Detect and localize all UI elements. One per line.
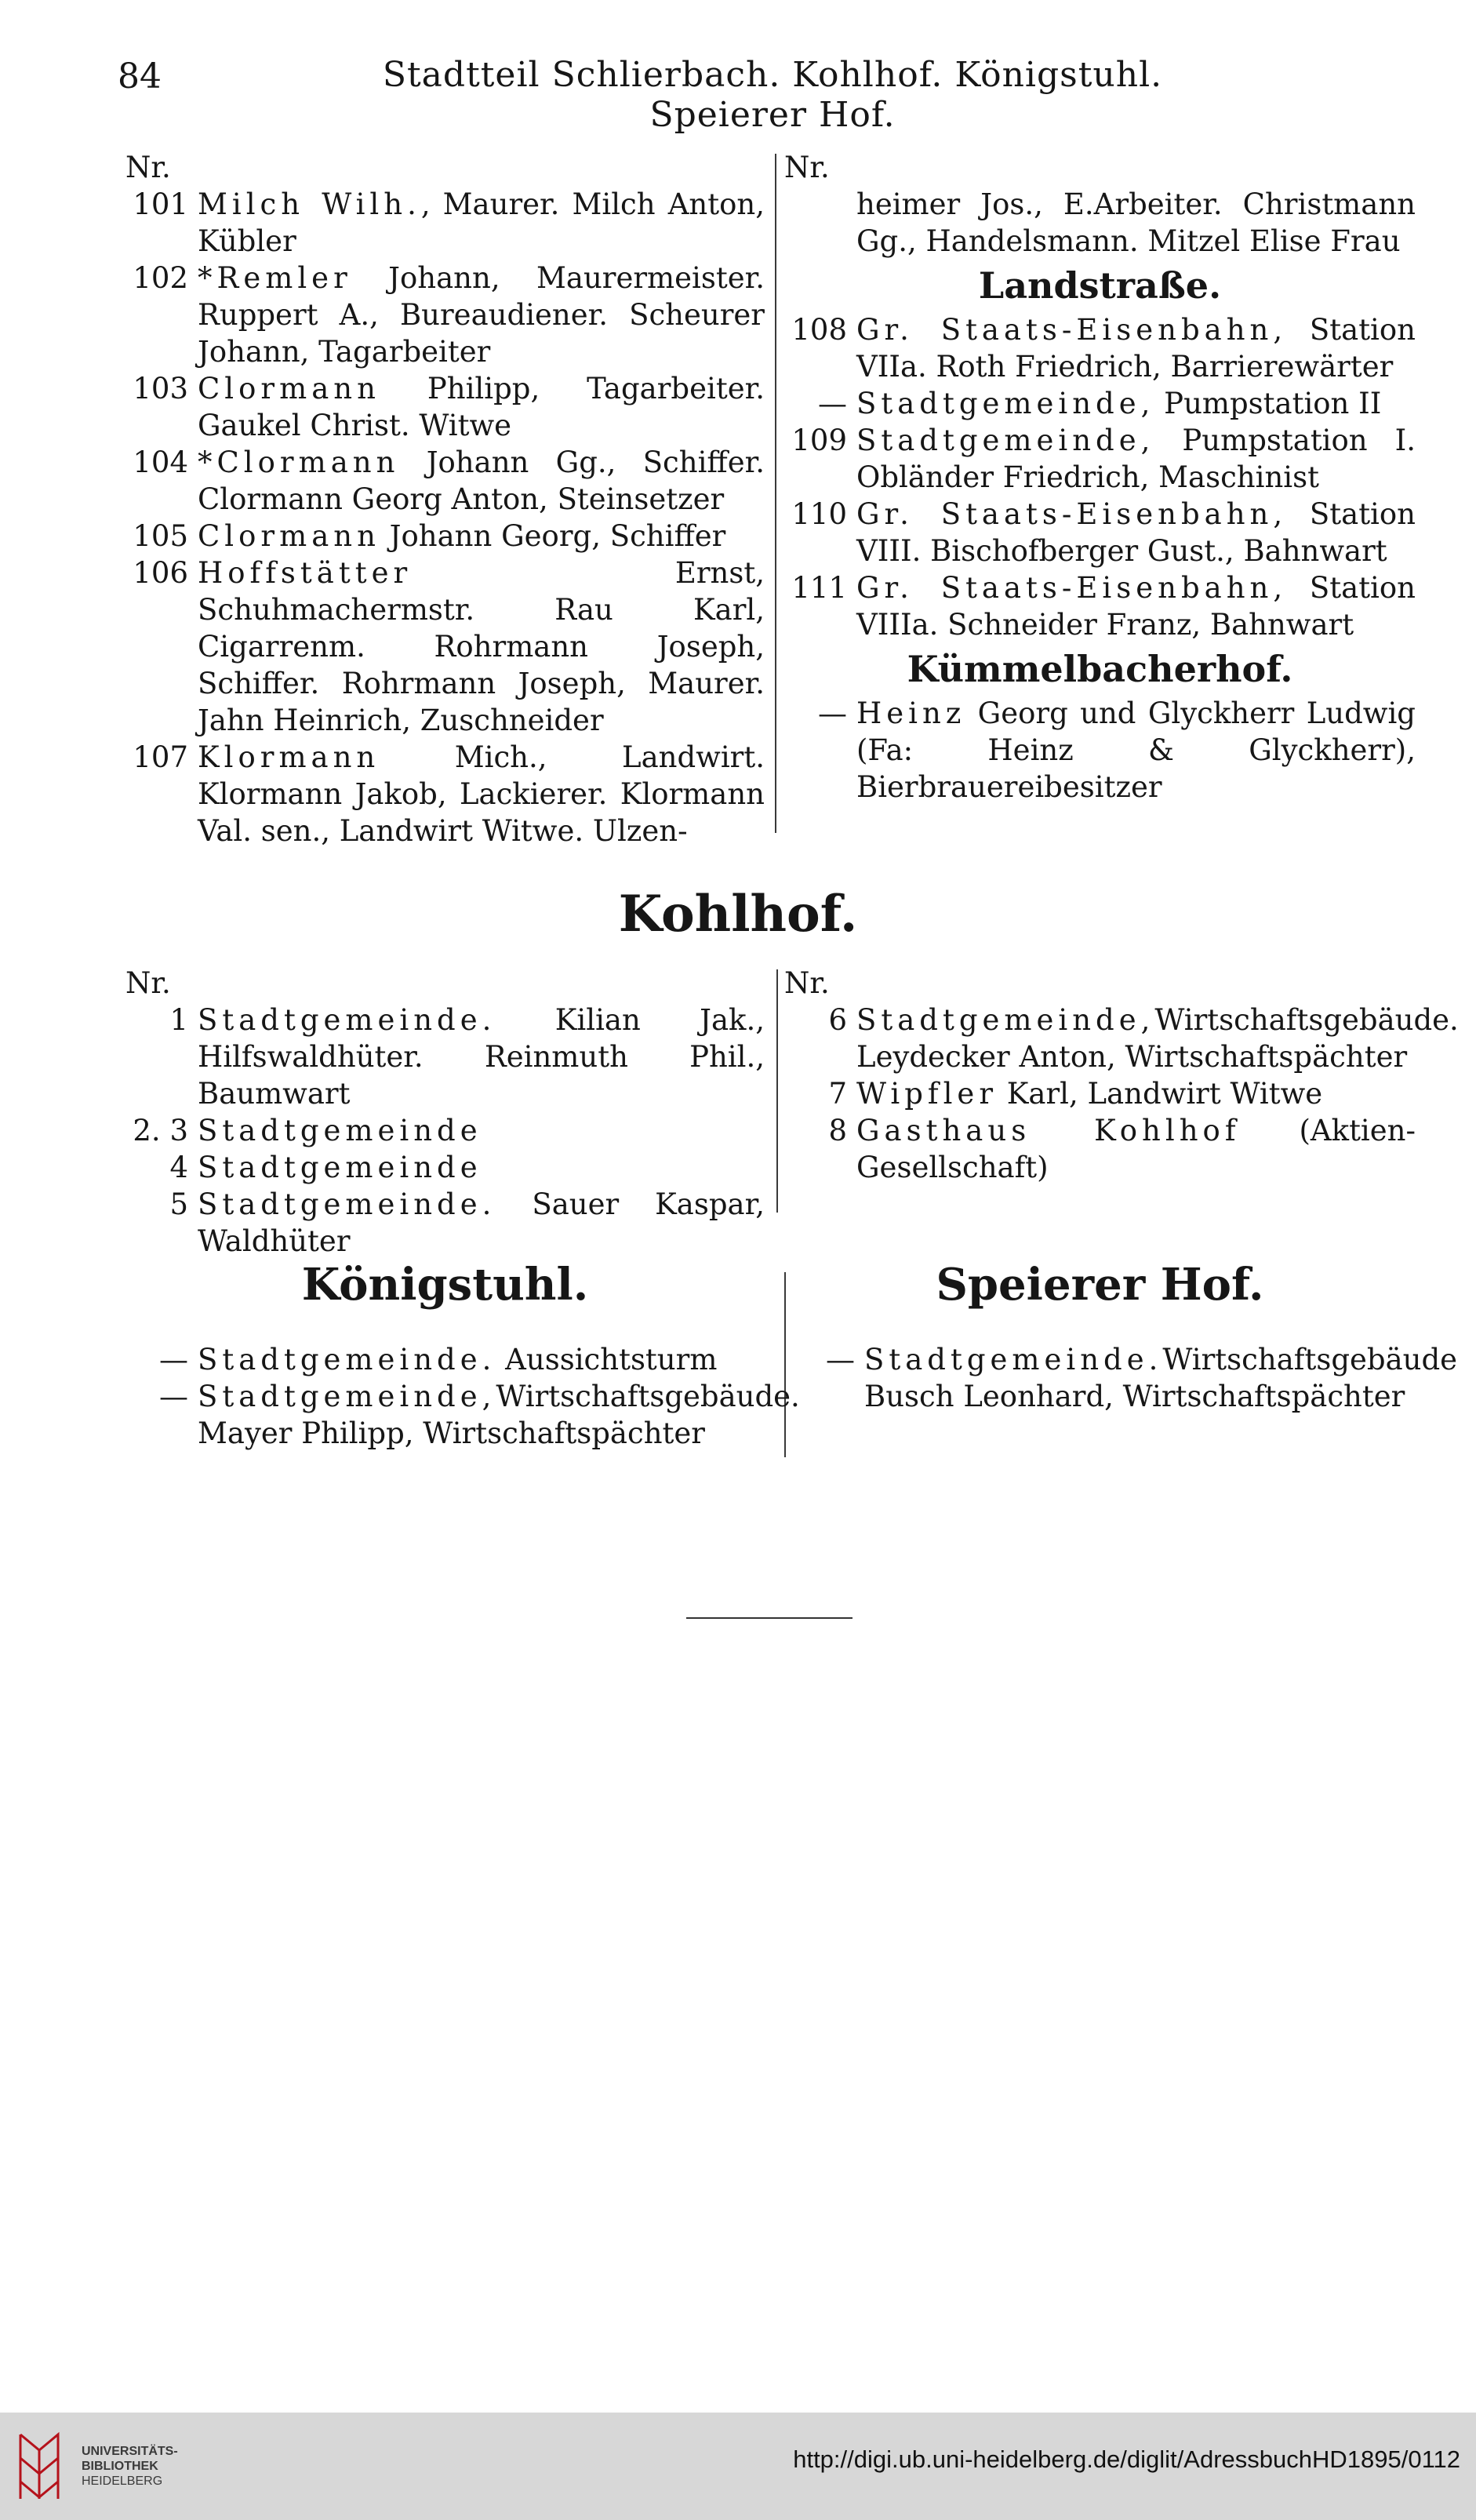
entry-text: Station VIIIa. Schneider Franz, Bahnwart xyxy=(856,571,1416,642)
kohlhof-left-column xyxy=(125,965,765,1260)
entry-text: Johann Gg., Schiffer. Clormann Georg Anton, Steinsetzer xyxy=(198,445,765,516)
house-number: 107 xyxy=(133,740,188,774)
koenigstuhl-column xyxy=(125,1341,800,1452)
house-number: 4 xyxy=(169,1151,188,1184)
entry-text: Pumpstation II xyxy=(1154,387,1382,420)
top-right-column xyxy=(784,149,1416,805)
house-number: 109 xyxy=(791,424,847,457)
entry-text: Aussichtsturm xyxy=(496,1343,718,1376)
logo-line: UNIVERSITÄTS- xyxy=(82,2445,178,2458)
continuation-entry xyxy=(784,186,1416,260)
house-number: — xyxy=(159,1343,188,1376)
entry-lead: Clormann xyxy=(198,519,380,553)
house-number: 105 xyxy=(133,519,188,553)
entry-lead: Milch Wilh. xyxy=(198,187,421,221)
list-item xyxy=(784,1112,1416,1186)
source-url-link[interactable]: http://digi.ub.uni-heidelberg.de/diglit/AdressbuchHD1895/0112 xyxy=(793,2445,1460,2473)
entry-lead: Gr. Staats-Eisenbahn, xyxy=(856,313,1288,347)
entry-lead: Gr. Staats-Eisenbahn, xyxy=(856,497,1288,531)
list-item xyxy=(784,695,1416,805)
entry-lead: Stadtgemeinde, xyxy=(198,1380,496,1413)
entry-text: Georg und Glyckherr Ludwig (Fa: Heinz & Glyckherr), Bierbrauereibesitzer xyxy=(856,696,1416,804)
entry-lead: Heinz xyxy=(856,696,966,730)
end-rule xyxy=(686,1617,853,1619)
list-item xyxy=(125,555,765,739)
entry-text: Wirtschaftsgebäude. Leydecker Anton, Wirtschaftspächter xyxy=(856,1003,1459,1074)
entry-text: (Aktien-Gesellschaft) xyxy=(856,1114,1416,1184)
list-item xyxy=(125,1149,765,1186)
library-logo-text xyxy=(82,2444,178,2489)
subheading-landstrasse: Landstraße. xyxy=(978,264,1222,307)
section-title-koenigstuhl: Königstuhl. xyxy=(301,1259,589,1311)
entry-text: Ernst, Schuhmachermstr. Rau Karl, Cigarrenm. Rohrmann Joseph, Schiffer. Rohrmann Joseph, Maurer. Jahn Heinrich, Zuschneider xyxy=(198,556,765,737)
column-divider xyxy=(776,969,778,1213)
house-number: 5 xyxy=(169,1187,188,1221)
list-item xyxy=(125,1112,765,1149)
list-item xyxy=(784,311,1416,385)
entry-lead: *Clormann xyxy=(198,445,400,479)
subheading-kuemmelbacherhof: Kümmelbacherhof. xyxy=(907,648,1293,690)
entry-text: Johann Georg, Schiffer xyxy=(380,519,726,553)
entry-text: heimer Jos., E.Arbeiter. Christmann Gg., Handelsmann. Mitzel Elise Frau xyxy=(856,187,1416,258)
page-number: 84 xyxy=(118,56,162,96)
house-number: 111 xyxy=(791,571,847,605)
list-item xyxy=(784,496,1416,569)
list-item xyxy=(784,569,1416,643)
footer-bar xyxy=(0,2413,1476,2520)
library-logo-icon xyxy=(16,2427,64,2505)
entry-lead: *Remler xyxy=(198,261,352,295)
house-number: — xyxy=(818,387,847,420)
nr-label: Nr. xyxy=(125,966,171,1000)
house-number: — xyxy=(826,1343,855,1376)
nr-label: Nr. xyxy=(784,151,830,184)
top-left-column xyxy=(125,149,765,849)
entry-lead: Clormann xyxy=(198,372,380,405)
entry-lead: Stadtgemeinde xyxy=(198,1151,482,1184)
entry-text: Mich., Landwirt. Klormann Jakob, Lackierer. Klormann Val. sen., Landwirt Witwe. Ulzen- xyxy=(198,740,765,848)
list-item xyxy=(125,260,765,370)
house-number: 6 xyxy=(828,1003,847,1037)
house-number: 2. 3 xyxy=(133,1114,188,1147)
entry-lead: Stadtgemeinde. xyxy=(198,1343,496,1376)
speierer-hof-column xyxy=(792,1341,1458,1415)
nr-label: Nr. xyxy=(125,151,171,184)
house-number: 108 xyxy=(791,313,847,347)
list-item xyxy=(125,186,765,260)
entry-text: , Maurer. Milch Anton, Kübler xyxy=(198,187,765,258)
nr-label: Nr. xyxy=(784,966,830,1000)
entry-lead: Gr. Staats-Eisenbahn, xyxy=(856,571,1288,605)
list-item xyxy=(125,518,765,555)
section-title-kohlhof: Kohlhof. xyxy=(618,885,858,944)
house-number: 102 xyxy=(133,261,188,295)
house-number: 1 xyxy=(169,1003,188,1037)
house-number: — xyxy=(159,1380,188,1413)
list-item xyxy=(125,1186,765,1260)
list-item xyxy=(125,444,765,518)
house-number: 106 xyxy=(133,556,188,590)
entries-list xyxy=(125,186,765,849)
logo-line: HEIDELBERG xyxy=(82,2475,163,2488)
list-item xyxy=(792,1341,1458,1415)
entry-text: Pumpstation I. Obländer Friedrich, Maschinist xyxy=(856,424,1416,494)
list-item xyxy=(125,1002,765,1112)
house-number: 110 xyxy=(791,497,847,531)
house-number: 104 xyxy=(133,445,188,479)
entry-lead: Wipfler xyxy=(856,1077,998,1111)
entry-lead: Hoffstätter xyxy=(198,556,413,590)
section-title-speierer-hof: Speierer Hof. xyxy=(936,1259,1264,1311)
column-divider xyxy=(775,154,776,833)
list-item xyxy=(784,1075,1416,1112)
running-title: Stadtteil Schlierbach. Kohlhof. Königstuhl. Speierer Hof. xyxy=(382,55,1163,135)
house-number: — xyxy=(818,696,847,730)
entry-text: Sauer Kaspar, Waldhüter xyxy=(198,1187,765,1258)
entry-lead: Stadtgemeinde. xyxy=(864,1343,1163,1376)
entry-lead: Stadtgemeinde. xyxy=(198,1003,496,1037)
entry-text: Kilian Jak., Hilfswaldhüter. Reinmuth Phil., Baumwart xyxy=(198,1003,765,1111)
list-item xyxy=(125,1341,773,1378)
entry-lead: Stadtgemeinde xyxy=(198,1114,482,1147)
entry-lead: Stadtgemeinde. xyxy=(198,1187,496,1221)
entry-text: Wirtschaftsgebäude. Mayer Philipp, Wirtschaftspächter xyxy=(198,1380,800,1450)
house-number: 103 xyxy=(133,372,188,405)
kohlhof-right-column xyxy=(784,965,1459,1186)
list-item xyxy=(125,1378,800,1452)
entry-lead: Stadtgemeinde, xyxy=(856,424,1155,457)
list-item xyxy=(125,739,765,849)
entry-lead: Stadtgemeinde, xyxy=(856,387,1155,420)
house-number: 8 xyxy=(828,1114,847,1147)
house-number: 101 xyxy=(133,187,188,221)
entry-text: Karl, Landwirt Witwe xyxy=(998,1077,1323,1111)
house-number: 7 xyxy=(828,1077,847,1111)
list-item xyxy=(125,370,765,444)
entry-text: Philipp, Tagarbeiter. Gaukel Christ. Witwe xyxy=(198,372,765,442)
entry-text: Station VIIa. Roth Friedrich, Barrierewärter xyxy=(856,313,1416,384)
list-item xyxy=(784,1002,1459,1075)
entry-text: Wirtschaftsgebäude Busch Leonhard, Wirtschaftspächter xyxy=(864,1343,1458,1413)
entry-text: Station VIII. Bischofberger Gust., Bahnwart xyxy=(856,497,1416,568)
entry-text: Johann, Maurermeister. Ruppert A., Bureaudiener. Scheurer Johann, Tagarbeiter xyxy=(198,261,765,369)
list-item xyxy=(784,422,1416,496)
entry-lead: Stadtgemeinde, xyxy=(856,1003,1155,1037)
entry-lead: Gasthaus Kohlhof xyxy=(856,1114,1241,1147)
list-item xyxy=(784,385,1416,422)
entry-lead: Klormann xyxy=(198,740,380,774)
logo-line: BIBLIOTHEK xyxy=(82,2460,158,2473)
